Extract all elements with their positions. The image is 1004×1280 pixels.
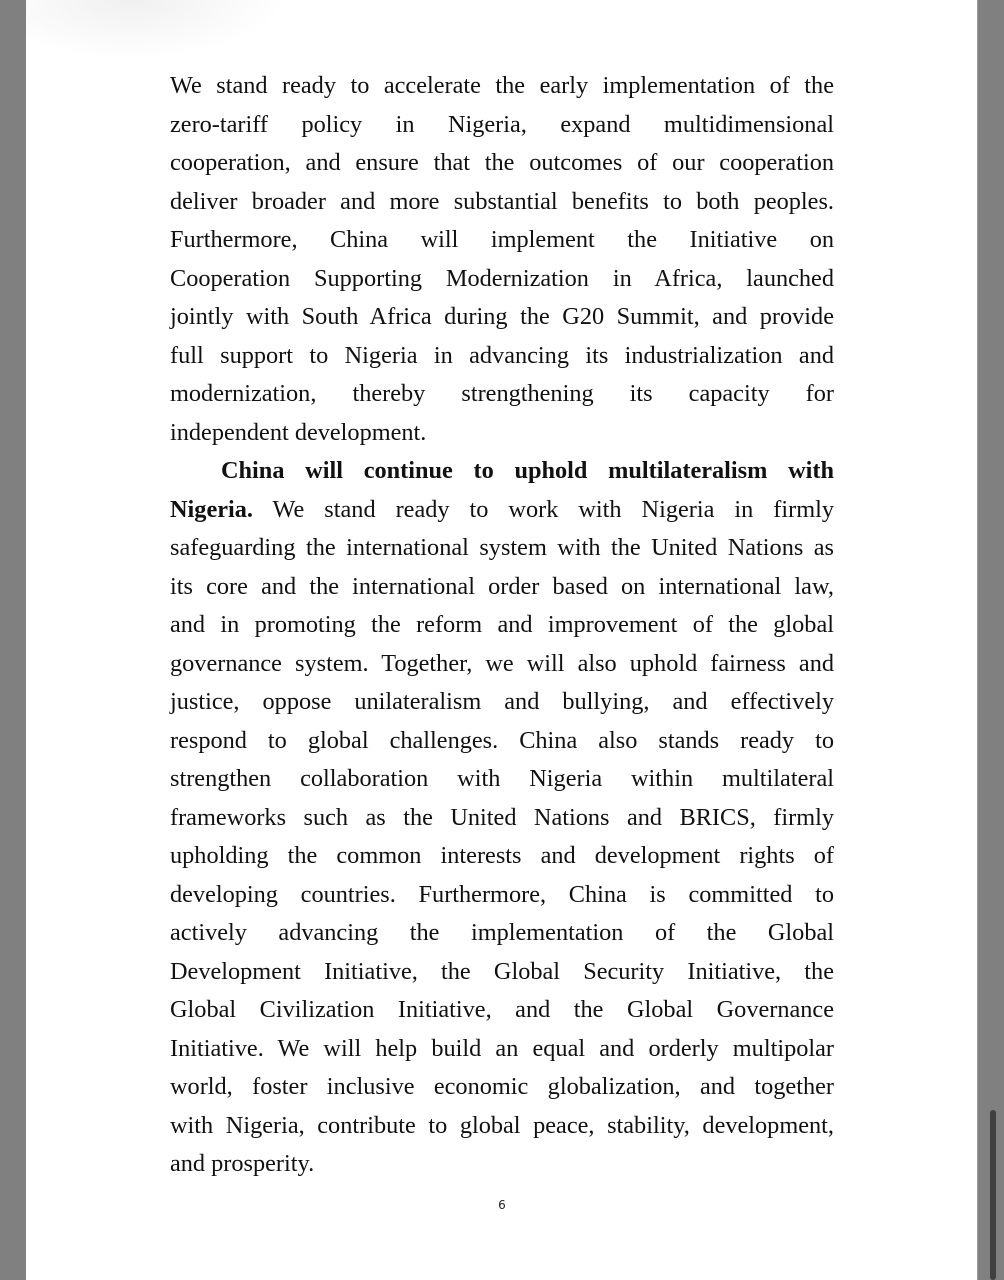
paragraph-1 [170, 67, 834, 452]
page-shadow [26, 0, 286, 60]
text-line: actively advancing the implementation of the Global [170, 919, 834, 946]
vertical-scrollbar[interactable] [977, 0, 1004, 1280]
text-line: and prosperity. [170, 1150, 315, 1177]
text-line: respond to global challenges. China also stands ready to [170, 726, 834, 754]
text-line: We stand ready to accelerate the early implementation of the [170, 72, 834, 99]
text-line: upholding the common interests and development rights of [170, 842, 834, 869]
text-line: its core and the international order based on international law, [170, 572, 834, 600]
text-line: deliver broader and more substantial benefits to both peoples. [170, 187, 834, 215]
text-line: strengthen collaboration with Nigeria within multilateral [170, 765, 834, 792]
text-line: with Nigeria, contribute to global peace, stability, development, [170, 1111, 834, 1139]
text-line: Furthermore, China will implement the Initiative on [170, 226, 834, 253]
text-line: and in promoting the reform and improvement of the global [170, 611, 834, 638]
paragraph-2 [170, 452, 834, 1184]
text-line: frameworks such as the United Nations and BRICS, firmly [170, 803, 834, 831]
text-line: justice, oppose unilateralism and bullying, and effectively [170, 688, 834, 715]
text-line: cooperation, and ensure that the outcomes of our cooperation [170, 149, 834, 176]
heading-emphasis: Nigeria. [170, 495, 253, 523]
document-body [170, 67, 834, 1184]
text-line: modernization, thereby strengthening its capacity for [170, 380, 834, 407]
text-line: developing countries. Furthermore, China is committed to [170, 880, 834, 908]
text-line: Initiative. We will help build an equal and orderly multipolar [170, 1034, 834, 1062]
text-line: Development Initiative, the Global Security Initiative, the [170, 957, 834, 985]
text-line: zero-tariff policy in Nigeria, expand multidimensional [170, 110, 834, 138]
text-line: jointly with South Africa during the G20 Summit, and provide [170, 303, 834, 330]
text-line: full support to Nigeria in advancing its industrialization and [170, 341, 834, 369]
text-line: Global Civilization Initiative, and the Global Governance [170, 996, 834, 1023]
text-line: Cooperation Supporting Modernization in Africa, launched [170, 264, 834, 292]
text-line: world, foster inclusive economic globalization, and together [170, 1073, 834, 1100]
text-span: We stand ready to work with Nigeria in firmly [253, 495, 834, 523]
document-page [26, 0, 978, 1280]
text-line [170, 491, 834, 530]
text-line: governance system. Together, we will also uphold fairness and [170, 649, 834, 677]
scrollbar-thumb[interactable] [990, 1110, 996, 1280]
text-line: independent development. [170, 418, 427, 446]
page-number: 6 [498, 1198, 506, 1212]
paragraph-heading: China will continue to uphold multilateralism with [221, 457, 834, 484]
text-line: safeguarding the international system with the United Nations as [170, 534, 834, 561]
